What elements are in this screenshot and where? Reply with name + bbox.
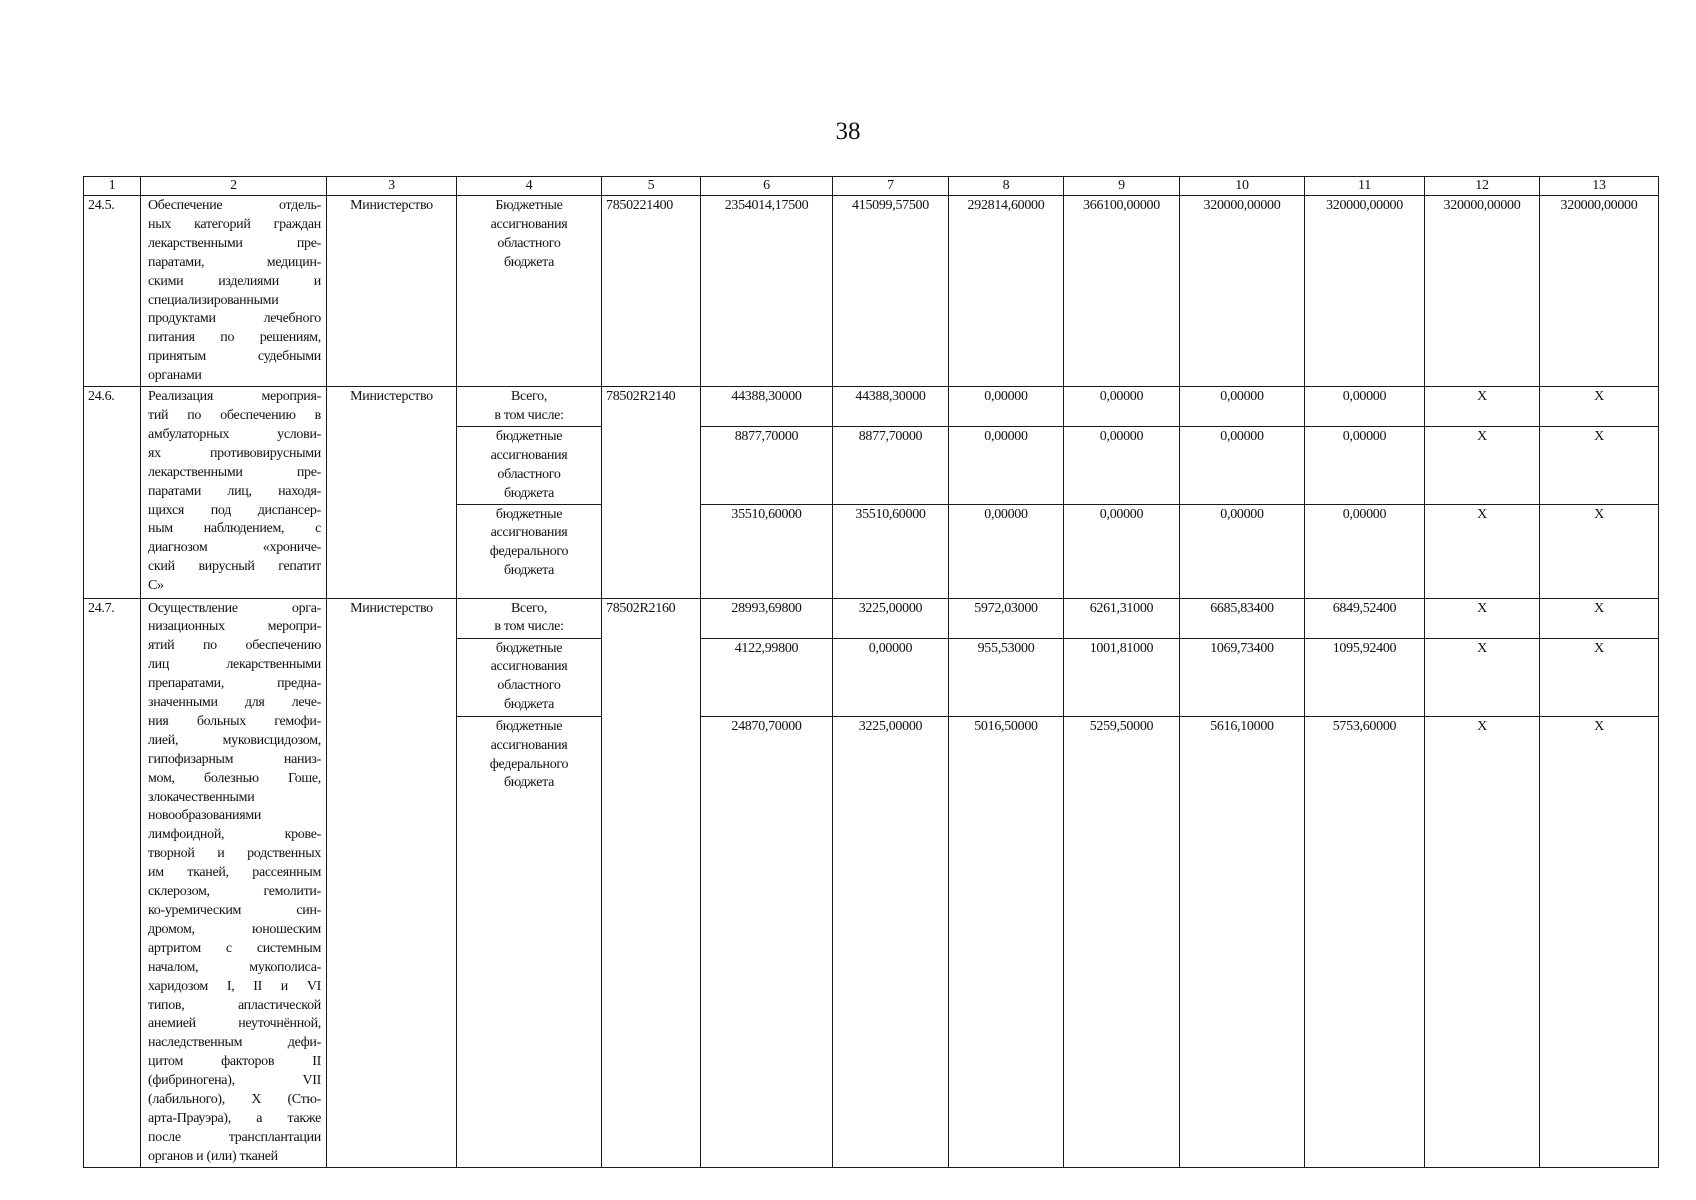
funding-source-line: Всего, [510, 600, 548, 616]
funding-source-line: бюджета [503, 254, 555, 270]
item-name [141, 387, 327, 598]
item-name-line: после трансплантации [148, 1129, 321, 1145]
item-name-line: органов и (или) тканей [148, 1148, 278, 1164]
item-name-line: цитом факторов II [148, 1054, 321, 1070]
item-name-line: значенными для лече- [148, 695, 321, 711]
budget-code-cell: 78502R2140 [602, 387, 701, 598]
column-header: 1 [84, 177, 141, 196]
amount-cell: X [1540, 716, 1659, 1167]
table-row [84, 598, 1659, 638]
amount-cell: X [1425, 716, 1540, 1167]
column-header: 4 [457, 177, 602, 196]
executor-cell: Министерство [327, 387, 457, 598]
column-header: 8 [949, 177, 1064, 196]
amount-cell: 415099,57500 [833, 196, 949, 387]
funding-source-line: бюджета [503, 485, 555, 501]
funding-source-cell [457, 638, 602, 716]
item-name [141, 598, 327, 1167]
item-name-line: лекарственными пре- [148, 235, 321, 251]
item-name-line: типов, апластической [148, 997, 321, 1013]
item-name-line: дромом, юношеским [148, 921, 321, 937]
amount-cell: 0,00000 [1305, 387, 1425, 427]
amount-cell: X [1540, 598, 1659, 638]
item-name-line: С» [148, 578, 164, 594]
funding-source-line: в том числе: [494, 619, 564, 635]
amount-cell: X [1425, 504, 1540, 598]
amount-cell: 0,00000 [1180, 504, 1305, 598]
column-header: 13 [1540, 177, 1659, 196]
funding-source-line: ассигнования [490, 216, 568, 232]
amount-cell: 320000,00000 [1540, 196, 1659, 387]
funding-source-cell [457, 196, 602, 387]
amount-cell: 0,00000 [1064, 387, 1180, 427]
amount-cell: 5753,60000 [1305, 716, 1425, 1167]
funding-source-cell [457, 426, 602, 504]
amount-cell: 5016,50000 [949, 716, 1064, 1167]
item-name-line: Реализация мероприя- [148, 389, 321, 405]
funding-source-line: бюджета [503, 563, 555, 579]
item-name-line: арта-Прауэра), а также [148, 1110, 321, 1126]
item-name-line: ных категорий граждан [148, 216, 321, 232]
column-header: 12 [1425, 177, 1540, 196]
amount-cell: X [1540, 387, 1659, 427]
amount-cell: 6849,52400 [1305, 598, 1425, 638]
item-name-line: ния больных гемофи- [148, 713, 321, 729]
amount-cell: X [1540, 638, 1659, 716]
amount-cell: 320000,00000 [1425, 196, 1540, 387]
funding-source-line: бюджета [503, 697, 555, 713]
column-header: 2 [141, 177, 327, 196]
item-name-line: продуктами лечебного [148, 311, 321, 327]
item-name-line: наследственным дефи- [148, 1035, 321, 1051]
item-name-line: диагнозом «хрониче- [148, 540, 321, 556]
amount-cell: 1001,81000 [1064, 638, 1180, 716]
executor-cell: Министерство [327, 196, 457, 387]
amount-cell: 44388,30000 [833, 387, 949, 427]
item-number: 24.7. [84, 598, 141, 1167]
amount-cell: 44388,30000 [701, 387, 833, 427]
item-name-line: органами [148, 368, 202, 384]
item-name-line: специализированными [148, 292, 279, 308]
item-name-line: тий по обеспечению в [148, 407, 321, 423]
funding-source-cell [457, 716, 602, 1167]
amount-cell: X [1540, 426, 1659, 504]
item-name-line: ным наблюдением, с [148, 521, 321, 537]
item-name-line: началом, мукополиса- [148, 959, 321, 975]
funding-source-line: бюджетные [495, 506, 563, 522]
funding-source-line: в том числе: [494, 407, 564, 423]
funding-source-line: ассигнования [490, 525, 568, 541]
budget-table [83, 176, 1659, 1168]
amount-cell: X [1425, 426, 1540, 504]
funding-source-line: Всего, [510, 389, 548, 405]
amount-cell: 35510,60000 [701, 504, 833, 598]
amount-cell: X [1425, 387, 1540, 427]
column-header: 10 [1180, 177, 1305, 196]
column-header: 5 [602, 177, 701, 196]
item-name-line: харидозом I, II и VI [148, 978, 321, 994]
item-name-line: творной и родственных [148, 846, 321, 862]
item-name-line: гипофизарным наниз- [148, 751, 321, 767]
item-name [141, 196, 327, 387]
amount-cell: 292814,60000 [949, 196, 1064, 387]
item-name-line: принятым судебными [148, 349, 321, 365]
amount-cell: 0,00000 [1064, 504, 1180, 598]
amount-cell: 1095,92400 [1305, 638, 1425, 716]
column-header: 7 [833, 177, 949, 196]
column-header: 11 [1305, 177, 1425, 196]
item-name-line: низационных меропри- [148, 619, 321, 635]
funding-source-line: бюджетные [495, 428, 563, 444]
item-name-line: скими изделиями и [148, 273, 321, 289]
column-header: 3 [327, 177, 457, 196]
item-name-line: анемией неуточнённой, [148, 1016, 321, 1032]
amount-cell: 3225,00000 [833, 598, 949, 638]
amount-cell: 3225,00000 [833, 716, 949, 1167]
table-row [84, 196, 1659, 387]
item-name-line: питания по решениям, [148, 330, 321, 346]
item-name-line: ях противовирусными [148, 445, 321, 461]
amount-cell: 4122,99800 [701, 638, 833, 716]
amount-cell: 0,00000 [949, 426, 1064, 504]
amount-cell: 0,00000 [949, 387, 1064, 427]
item-name-line: Обеспечение отдель- [148, 198, 321, 213]
funding-source-line: бюджетные [495, 718, 563, 734]
column-number-row [84, 177, 1659, 196]
amount-cell: 6261,31000 [1064, 598, 1180, 638]
amount-cell: 0,00000 [1064, 426, 1180, 504]
amount-cell: 5616,10000 [1180, 716, 1305, 1167]
amount-cell: 320000,00000 [1305, 196, 1425, 387]
amount-cell: 35510,60000 [833, 504, 949, 598]
amount-cell: 8877,70000 [833, 426, 949, 504]
funding-source-line: бюджета [503, 775, 555, 791]
item-name-line: паратами, медицин- [148, 254, 321, 270]
funding-source-line: ассигнования [490, 659, 568, 675]
amount-cell: 0,00000 [1305, 426, 1425, 504]
funding-source-line: областного [497, 466, 561, 482]
amount-cell: 0,00000 [833, 638, 949, 716]
item-name-line: Осуществление орга- [148, 600, 321, 616]
funding-source-cell [457, 504, 602, 598]
column-header: 6 [701, 177, 833, 196]
page-number: 38 [835, 118, 861, 145]
amount-cell: 320000,00000 [1180, 196, 1305, 387]
item-name-line: артритом с системным [148, 940, 321, 956]
item-name-line: ко-уремическим син- [148, 903, 321, 918]
amount-cell: 28993,69800 [701, 598, 833, 638]
item-name-line: амбулаторных услови- [148, 426, 321, 442]
amount-cell: 0,00000 [1305, 504, 1425, 598]
executor-cell: Министерство [327, 598, 457, 1167]
amount-cell: 0,00000 [1180, 387, 1305, 427]
amount-cell: 366100,00000 [1064, 196, 1180, 387]
amount-cell: 0,00000 [1180, 426, 1305, 504]
funding-source-line: федерального [489, 756, 569, 772]
amount-cell: 1069,73400 [1180, 638, 1305, 716]
item-name-line: им тканей, рассеянным [148, 865, 321, 881]
amount-cell: 5259,50000 [1064, 716, 1180, 1167]
item-name-line: лиц лекарственными [148, 657, 321, 673]
table-row [84, 387, 1659, 427]
item-name-line: паратами лиц, находя- [148, 483, 321, 499]
item-name-line: злокачественными [148, 789, 255, 805]
amount-cell: 6685,83400 [1180, 598, 1305, 638]
column-header: 9 [1064, 177, 1180, 196]
item-name-line: лией, муковисцидозом, [148, 732, 321, 748]
amount-cell: 5972,03000 [949, 598, 1064, 638]
item-name-line: (фибриногена), VII [148, 1073, 321, 1089]
item-name-line: препаратами, предна- [148, 676, 321, 692]
amount-cell: 0,00000 [949, 504, 1064, 598]
funding-source-line: Бюджетные [495, 198, 563, 213]
item-name-line: склерозом, гемолити- [148, 884, 321, 900]
item-name-line: (лабильного), X (Стю- [148, 1092, 321, 1108]
item-name-line: новообразованиями [148, 808, 262, 824]
amount-cell: X [1540, 504, 1659, 598]
funding-source-line: бюджетные [495, 640, 563, 656]
item-name-line: мом, болезнью Гоше, [148, 770, 321, 786]
item-name-line: лекарственными пре- [148, 464, 321, 480]
funding-source-line: ассигнования [490, 737, 568, 753]
funding-source-line: федерального [489, 544, 569, 560]
amount-cell: 955,53000 [949, 638, 1064, 716]
funding-source-cell [457, 598, 602, 638]
item-name-line: ский вирусный гепатит [148, 559, 321, 575]
funding-source-cell [457, 387, 602, 427]
item-name-line: ятий по обеспечению [148, 638, 321, 654]
budget-code-cell: 78502R2160 [602, 598, 701, 1167]
item-number: 24.5. [84, 196, 141, 387]
funding-source-line: ассигнования [490, 447, 568, 463]
amount-cell: 24870,70000 [701, 716, 833, 1167]
budget-code-cell: 7850221400 [602, 196, 701, 387]
item-name-line: щихся под диспансер- [148, 502, 321, 518]
funding-source-line: областного [497, 235, 561, 251]
item-name-line: лимфоидной, крове- [148, 827, 321, 843]
amount-cell: 2354014,17500 [701, 196, 833, 387]
amount-cell: X [1425, 638, 1540, 716]
amount-cell: 8877,70000 [701, 426, 833, 504]
funding-source-line: областного [497, 678, 561, 694]
item-number: 24.6. [84, 387, 141, 598]
amount-cell: X [1425, 598, 1540, 638]
